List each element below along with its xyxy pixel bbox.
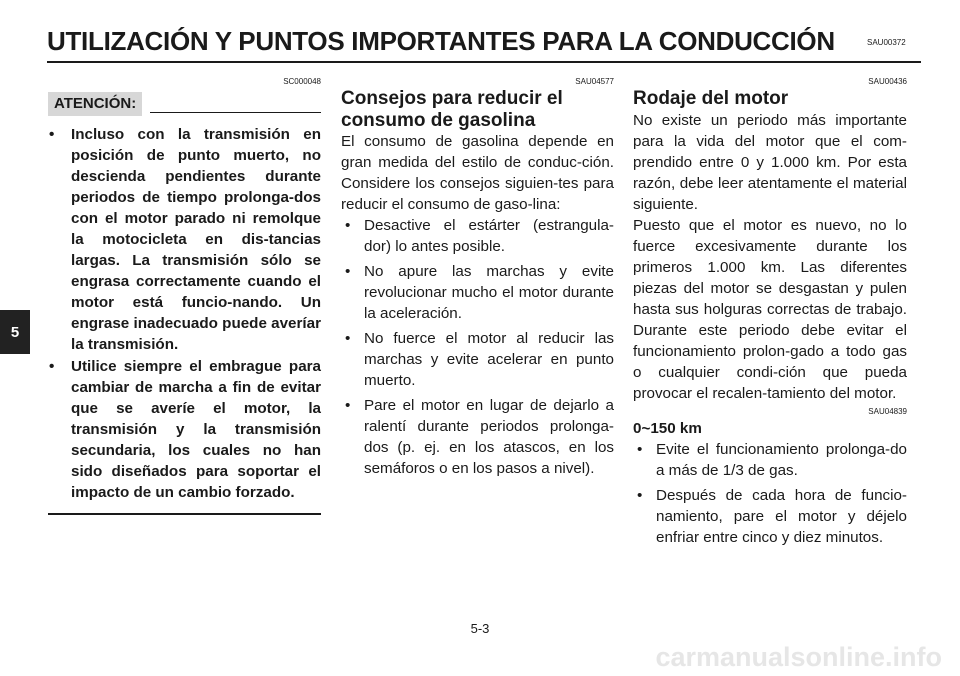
list-item: • Evite el funcionamiento prolonga-do a más de 1/3 de gas.	[633, 439, 907, 481]
column-fuel-tips	[341, 76, 614, 483]
attention-list	[48, 124, 321, 503]
attention-item: • Incluso con la transmisión en posición de punto muerto, no descienda pendientes durante periodos de tiempo prolonga-dos con el motor parado ni remolque la motocicleta en dis-tancias largas. La transmisión sólo se engrasa correctamente cuando el motor está funcio-nando. Un engrase inadecuado puede averíar la transmisión.	[48, 124, 321, 355]
attention-end-rule	[48, 513, 321, 515]
list-item: • Desactive el estárter (estrangula-dor) lo antes posible.	[341, 215, 614, 257]
tips-list	[633, 439, 907, 548]
attention-label: ATENCIÓN:	[48, 92, 142, 116]
watermark: carmanualsonline.info	[655, 642, 942, 672]
subsection-code: SAU04839	[868, 406, 907, 416]
list-item: • No apure las marchas y evite revolucionar mucho el motor durante la aceleración.	[341, 261, 614, 324]
tips-list	[341, 215, 614, 479]
page-number: 5-3	[470, 621, 490, 636]
section-heading: Rodaje del motor	[633, 88, 789, 109]
attention-item: • Utilice siempre el embrague para cambiar de marcha a fin de evitar que se averíe el motor, la transmisión y la transmisión secundaria, los cuales no han sido diseñados para soportar el impacto de un cambio forzado.	[48, 356, 321, 503]
paragraph: No existe un periodo más importante para la vida del motor que el com-prendido entre 0 y 1.000 km. Por esta razón, debe leer atentamente el material siguiente.	[633, 111, 907, 213]
chapter-number: 5	[10, 323, 20, 341]
attention-rule	[150, 111, 321, 113]
header-divider	[47, 61, 921, 63]
section-heading: Consejos para reducir el consumo de gasolina	[341, 88, 563, 131]
list-item: • Después de cada hora de funcio-namiento, pare el motor y déjelo enfriar entre cinco y diez minutos.	[633, 485, 907, 548]
chapter-tab	[0, 310, 30, 354]
intro-paragraph: El consumo de gasolina depende en gran medida del estilo de conduc-ción. Considere los consejos siguien-tes para reducir el consumo de gaso-lina:	[341, 133, 614, 213]
paragraph: Puesto que el motor es nuevo, no lo fuerce excesivamente durante los primeros 1.000 km. Las diferentes piezas del motor se desgastan y pulen hasta sus holguras correctas de trabajo. Durante este periodo debe evitar el funcionamiento prolon-gado a todo gas o cualquier condi-ción que pueda provocar el recalen-tamiento del motor.	[633, 216, 907, 402]
page-title: UTILIZACIÓN Y PUNTOS IMPORTANTES PARA LA CONDUCCIÓN	[47, 26, 835, 56]
list-item: • Pare el motor en lugar de dejarlo a ralentí durante periodos prolonga-dos (p. ej. en los atascos, en los semáforos o en los pasos a nivel).	[341, 395, 614, 479]
caution-code: SC000048	[283, 77, 321, 86]
section-code: SAU00372	[867, 38, 906, 47]
list-item: • No fuerce el motor al reducir las marchas y evite acelerar en punto muerto.	[341, 328, 614, 391]
column-attention	[48, 76, 321, 515]
attention-header	[48, 92, 321, 116]
subsection-heading: 0~150 km	[633, 419, 702, 437]
section-code: SAU04577	[575, 77, 614, 86]
column-break-in	[633, 76, 907, 552]
section-code: SAU00436	[868, 77, 907, 86]
